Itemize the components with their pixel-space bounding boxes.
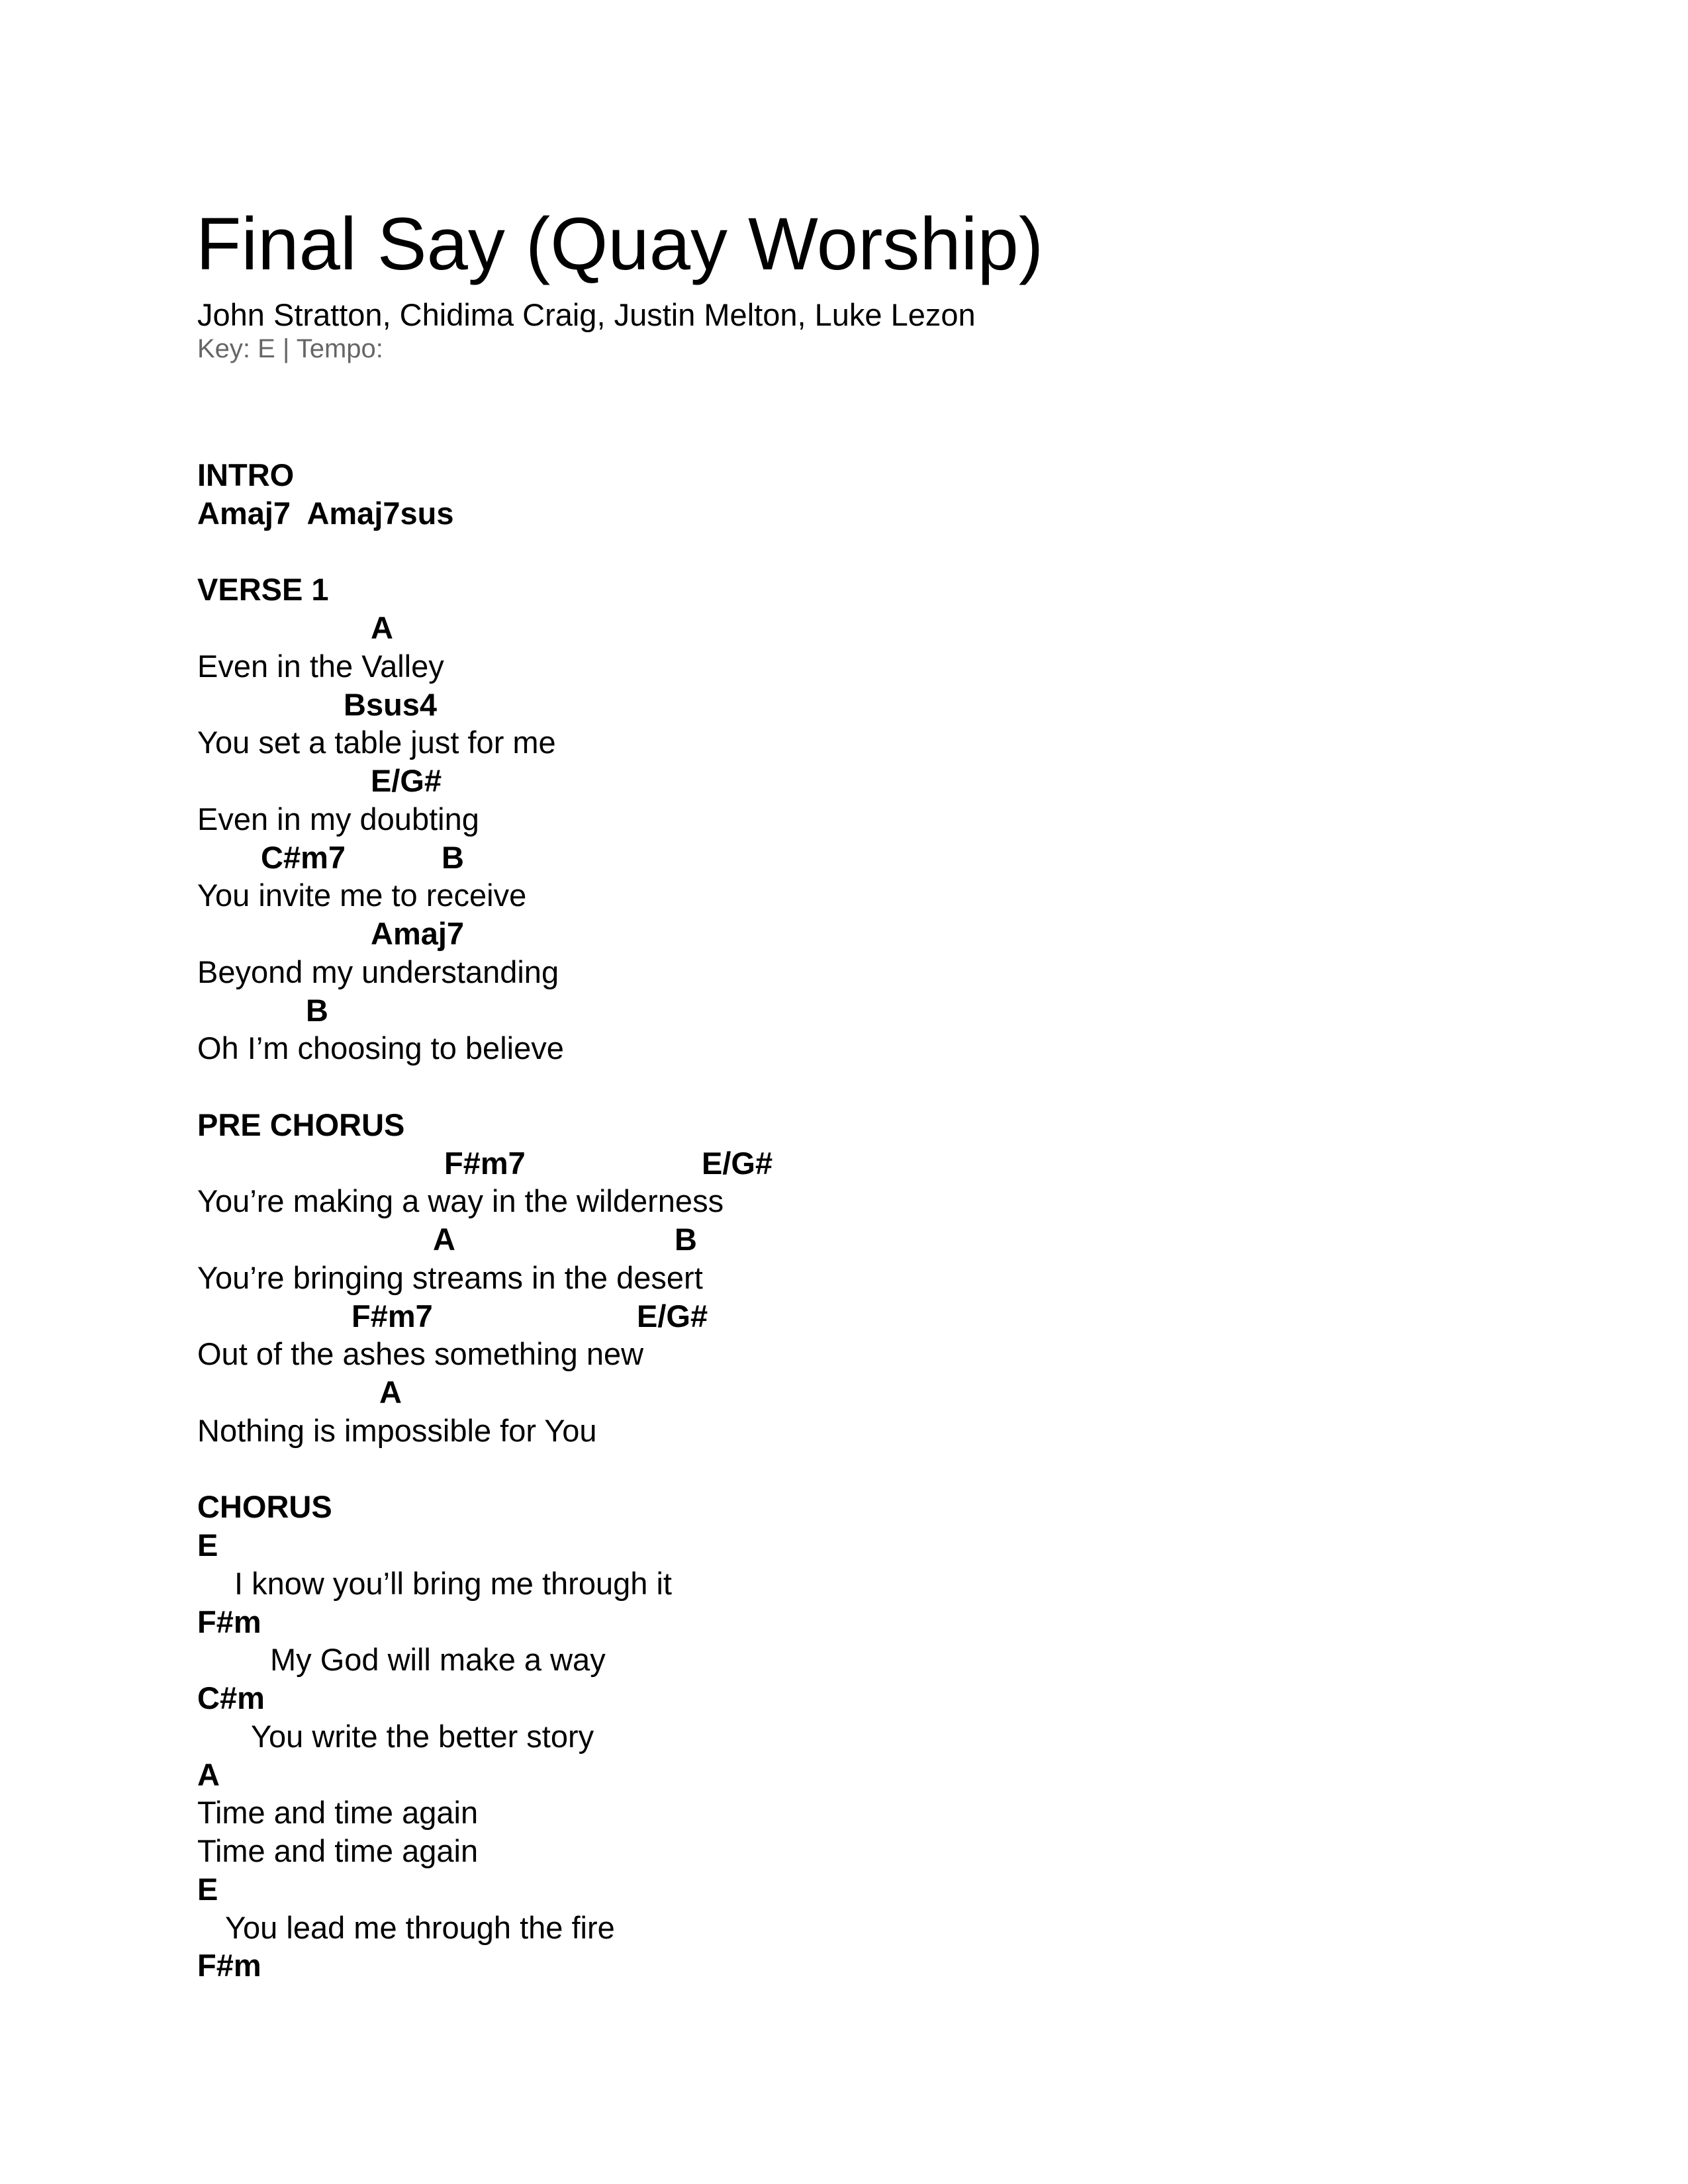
lyric-text: You’re making a way in the wilderness (197, 1183, 724, 1219)
section-heading: INTRO (197, 457, 295, 492)
lyric-text: You set a table just for me (197, 725, 556, 760)
chord-line (197, 1526, 1521, 1565)
lyric-line (197, 1565, 1521, 1603)
chord-sheet-body (197, 456, 1521, 1985)
chord: A (371, 610, 393, 645)
song-authors: John Stratton, Chidima Craig, Justin Melton, Luke Lezon (197, 297, 976, 332)
chord: A (197, 1756, 220, 1792)
song-key-tempo: Key: E | Tempo: (197, 334, 383, 363)
blank-line (197, 1068, 1521, 1106)
lyric-text: You lead me through the fire (225, 1909, 615, 1945)
lyric-line (197, 800, 1521, 839)
chord-line (197, 1373, 1521, 1412)
chord: F#m (197, 1604, 261, 1639)
chord-line (197, 991, 1521, 1030)
chord-line (197, 1870, 1521, 1909)
lyric-text: Time and time again (197, 1833, 479, 1868)
section-heading: PRE CHORUS (197, 1107, 405, 1142)
lyric-line (197, 723, 1521, 762)
lyric-text: I know you’ll bring me through it (234, 1565, 672, 1601)
chord: A (433, 1222, 455, 1257)
blank-line (197, 1450, 1521, 1488)
lyric-line (197, 1832, 1521, 1870)
chord: C#m (197, 1680, 265, 1715)
lyric-text: Oh I’m choosing to believe (197, 1030, 564, 1066)
chord: E (197, 1527, 218, 1563)
blank-line (197, 533, 1521, 571)
lyric-line (197, 1909, 1521, 1947)
lyric-text: Out of the ashes something new (197, 1336, 644, 1372)
lyric-text: Beyond my understanding (197, 954, 559, 989)
lyric-line (197, 1794, 1521, 1832)
chord: E/G# (371, 763, 442, 798)
chord-line (197, 1756, 1521, 1794)
chord-line (197, 839, 1521, 877)
section-heading: CHORUS (197, 1489, 332, 1525)
chord-line (197, 686, 1521, 724)
lyric-line (197, 1335, 1521, 1373)
chord: Amaj7 Amaj7sus (197, 495, 454, 531)
chord-line (197, 1603, 1521, 1641)
chord: A (379, 1375, 402, 1410)
chord-line (197, 494, 1521, 533)
lyric-line (197, 1717, 1521, 1756)
lyric-text: You write the better story (251, 1718, 594, 1754)
chord: C#m7 (261, 839, 346, 875)
lyric-text: Nothing is impossible for You (197, 1412, 597, 1448)
section-heading: VERSE 1 (197, 572, 329, 608)
chord: E (197, 1871, 218, 1907)
chord-line (197, 1679, 1521, 1717)
chord-line (197, 915, 1521, 953)
lyric-text: Time and time again (197, 1795, 479, 1831)
chord: Amaj7 (371, 916, 465, 951)
chord: F#m7 (444, 1145, 526, 1181)
chord: E/G# (637, 1298, 708, 1334)
song-title: Final Say (Quay Worship) (196, 203, 1044, 285)
lyric-text: My God will make a way (270, 1642, 606, 1678)
chord: B (306, 992, 328, 1028)
lyric-line (197, 876, 1521, 915)
lyric-line (197, 1641, 1521, 1679)
chord-line (197, 1220, 1521, 1259)
chord-line (197, 1144, 1521, 1183)
chord-line (197, 609, 1521, 647)
chord-line (197, 1946, 1521, 1985)
chord: B (675, 1222, 697, 1257)
chord: E/G# (702, 1145, 773, 1181)
chord: B (442, 839, 464, 875)
chord: F#m7 (352, 1298, 433, 1334)
lyric-text: Even in the Valley (197, 648, 444, 684)
lyric-line (197, 647, 1521, 686)
lyric-text: Even in my doubting (197, 801, 479, 837)
lyric-line (197, 1259, 1521, 1297)
lyric-line (197, 1412, 1521, 1450)
lyric-text: You invite me to receive (197, 878, 527, 913)
lyric-line (197, 953, 1521, 991)
chord: Bsus4 (344, 686, 438, 722)
chord-line (197, 1297, 1521, 1336)
chord: F#m (197, 1948, 261, 1983)
lyric-text: You’re bringing streams in the desert (197, 1259, 703, 1295)
lyric-line (197, 1182, 1521, 1220)
lyric-line (197, 1029, 1521, 1068)
chord-line (197, 762, 1521, 800)
